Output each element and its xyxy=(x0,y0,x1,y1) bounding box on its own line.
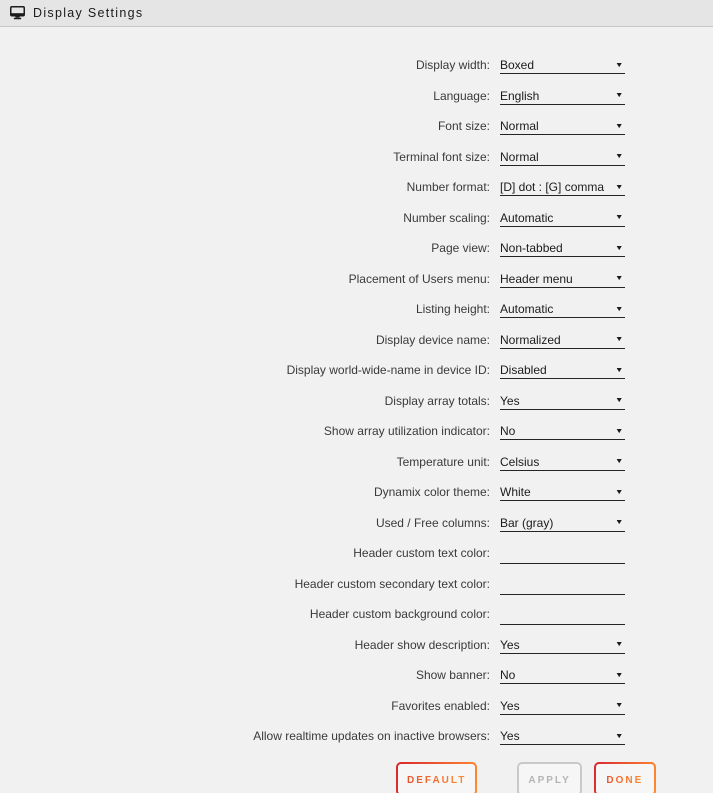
select-dropdown[interactable] xyxy=(500,667,625,684)
select-value: Yes xyxy=(500,698,520,713)
field-control xyxy=(500,576,625,595)
field-control xyxy=(500,57,625,74)
button-row xyxy=(0,762,713,793)
select-value: White xyxy=(500,485,531,499)
field-control xyxy=(500,210,625,227)
form-row xyxy=(0,362,713,393)
field-label: Placement of Users menu: xyxy=(348,271,490,286)
display-icon xyxy=(10,6,25,20)
caret-down-icon: ▼ xyxy=(614,732,624,740)
select-dropdown[interactable] xyxy=(500,240,625,257)
select-value: Yes xyxy=(500,637,520,652)
caret-down-icon: ▼ xyxy=(614,427,624,435)
caret-down-icon: ▼ xyxy=(614,214,624,221)
field-label: Font size: xyxy=(437,119,490,133)
select-dropdown[interactable] xyxy=(500,393,625,410)
select-dropdown[interactable] xyxy=(500,423,625,440)
form-row xyxy=(0,210,713,241)
form-row xyxy=(0,271,713,302)
form-row xyxy=(0,393,713,424)
form-row xyxy=(0,728,713,759)
field-label: Number scaling: xyxy=(403,210,490,225)
select-value: No xyxy=(500,424,516,438)
form-row xyxy=(0,179,713,210)
caret-down-icon: ▼ xyxy=(614,61,624,69)
button-label: DEFAULT xyxy=(407,774,467,786)
caret-down-icon: ▼ xyxy=(614,488,624,496)
field-control xyxy=(500,515,625,532)
select-dropdown[interactable] xyxy=(500,118,625,135)
field-control xyxy=(500,545,625,564)
caret-down-icon: ▼ xyxy=(614,122,624,130)
select-value: Non-tabbed xyxy=(500,241,563,255)
select-dropdown[interactable] xyxy=(500,637,625,654)
select-dropdown[interactable] xyxy=(500,271,625,288)
select-dropdown[interactable] xyxy=(500,332,625,349)
select-value: Yes xyxy=(500,729,520,743)
select-value: Yes xyxy=(500,393,520,408)
field-control xyxy=(500,240,625,257)
field-label: Language: xyxy=(433,88,490,103)
select-value: Boxed xyxy=(500,58,535,72)
titlebar xyxy=(0,0,713,27)
select-dropdown[interactable] xyxy=(500,728,625,745)
field-control xyxy=(500,393,625,410)
select-value: [D] dot : [G] comma xyxy=(500,180,605,194)
caret-down-icon: ▼ xyxy=(614,92,624,99)
select-value: Bar (gray) xyxy=(500,515,554,530)
form-row xyxy=(0,301,713,332)
field-label: Header custom text color: xyxy=(353,546,490,560)
select-dropdown[interactable] xyxy=(500,301,625,318)
form-row xyxy=(0,240,713,271)
form-row xyxy=(0,667,713,698)
caret-down-icon: ▼ xyxy=(614,336,624,343)
select-value: English xyxy=(500,88,540,103)
field-control xyxy=(500,118,625,135)
caret-down-icon: ▼ xyxy=(614,275,624,282)
select-dropdown[interactable] xyxy=(500,57,625,74)
field-control xyxy=(500,149,625,166)
select-value: Normal xyxy=(500,149,539,164)
form-row xyxy=(0,118,713,149)
select-dropdown[interactable] xyxy=(500,698,625,715)
text-input[interactable] xyxy=(500,606,625,625)
select-dropdown[interactable] xyxy=(500,149,625,166)
field-control xyxy=(500,667,625,684)
select-value: Header menu xyxy=(500,271,573,286)
select-dropdown[interactable] xyxy=(500,210,625,227)
select-dropdown[interactable] xyxy=(500,484,625,501)
field-label: Number format: xyxy=(406,180,490,194)
select-dropdown[interactable] xyxy=(500,179,625,196)
field-label: Dynamix color theme: xyxy=(373,485,490,499)
field-control xyxy=(500,332,625,349)
form-row xyxy=(0,423,713,454)
select-value: Disabled xyxy=(500,363,547,377)
select-value: No xyxy=(500,668,516,682)
field-control xyxy=(500,698,625,715)
field-label: Allow realtime updates on inactive browsers: xyxy=(253,729,490,743)
field-label: Display width: xyxy=(415,58,490,72)
select-dropdown[interactable] xyxy=(500,454,625,471)
select-value: Automatic xyxy=(500,302,554,316)
caret-down-icon: ▼ xyxy=(614,702,624,709)
caret-down-icon: ▼ xyxy=(614,305,624,313)
field-label: Display device name: xyxy=(375,332,490,347)
settings-form xyxy=(0,27,713,759)
form-row xyxy=(0,484,713,515)
caret-down-icon: ▼ xyxy=(614,671,624,679)
field-control xyxy=(500,637,625,654)
select-dropdown[interactable] xyxy=(500,515,625,532)
form-row xyxy=(0,698,713,729)
field-control xyxy=(500,179,625,196)
field-label: Favorites enabled: xyxy=(391,698,490,713)
caret-down-icon: ▼ xyxy=(614,183,624,191)
field-label: Header custom secondary text color: xyxy=(294,576,490,591)
select-value: Normal xyxy=(500,119,539,133)
form-row xyxy=(0,149,713,180)
caret-down-icon: ▼ xyxy=(614,641,624,648)
button-label: APPLY xyxy=(528,774,571,786)
form-row xyxy=(0,637,713,668)
field-label: Header show description: xyxy=(354,637,490,652)
form-row xyxy=(0,576,713,607)
field-control xyxy=(500,301,625,318)
done-button[interactable] xyxy=(594,762,656,793)
form-row xyxy=(0,606,713,637)
button-label: DONE xyxy=(606,774,644,786)
form-row xyxy=(0,515,713,546)
field-control xyxy=(500,423,625,440)
form-row xyxy=(0,57,713,88)
caret-down-icon: ▼ xyxy=(614,519,624,526)
field-control xyxy=(500,271,625,288)
caret-down-icon: ▼ xyxy=(614,397,624,404)
select-value: Normalized xyxy=(500,332,561,347)
caret-down-icon: ▼ xyxy=(614,153,624,160)
field-label: Header custom background color: xyxy=(309,607,490,621)
field-control xyxy=(500,484,625,501)
caret-down-icon: ▼ xyxy=(614,458,624,465)
select-value: Automatic xyxy=(500,210,554,225)
text-input[interactable] xyxy=(500,576,625,595)
field-label: Listing height: xyxy=(415,302,490,316)
form-row xyxy=(0,332,713,363)
form-row xyxy=(0,454,713,485)
field-control xyxy=(500,606,625,625)
field-control xyxy=(500,88,625,105)
field-label: Page view: xyxy=(431,241,490,255)
field-label: Terminal font size: xyxy=(393,149,490,164)
select-dropdown[interactable] xyxy=(500,88,625,105)
field-label: Display array totals: xyxy=(384,393,490,408)
field-label: Show banner: xyxy=(415,668,490,682)
form-row xyxy=(0,88,713,119)
select-value: Celsius xyxy=(500,454,540,469)
default-button[interactable] xyxy=(396,762,477,793)
field-control xyxy=(500,454,625,471)
field-control xyxy=(500,728,625,745)
field-label: Used / Free columns: xyxy=(375,515,490,530)
field-label: Display world-wide-name in device ID: xyxy=(286,363,490,377)
apply-button[interactable] xyxy=(517,762,581,793)
field-control xyxy=(500,362,625,379)
select-dropdown[interactable] xyxy=(500,362,625,379)
caret-down-icon: ▼ xyxy=(614,366,624,374)
form-row xyxy=(0,545,713,576)
caret-down-icon: ▼ xyxy=(614,244,624,252)
text-input[interactable] xyxy=(500,545,625,564)
field-label: Temperature unit: xyxy=(396,454,490,469)
field-label: Show array utilization indicator: xyxy=(323,424,490,438)
page-title: Display Settings xyxy=(33,6,144,20)
